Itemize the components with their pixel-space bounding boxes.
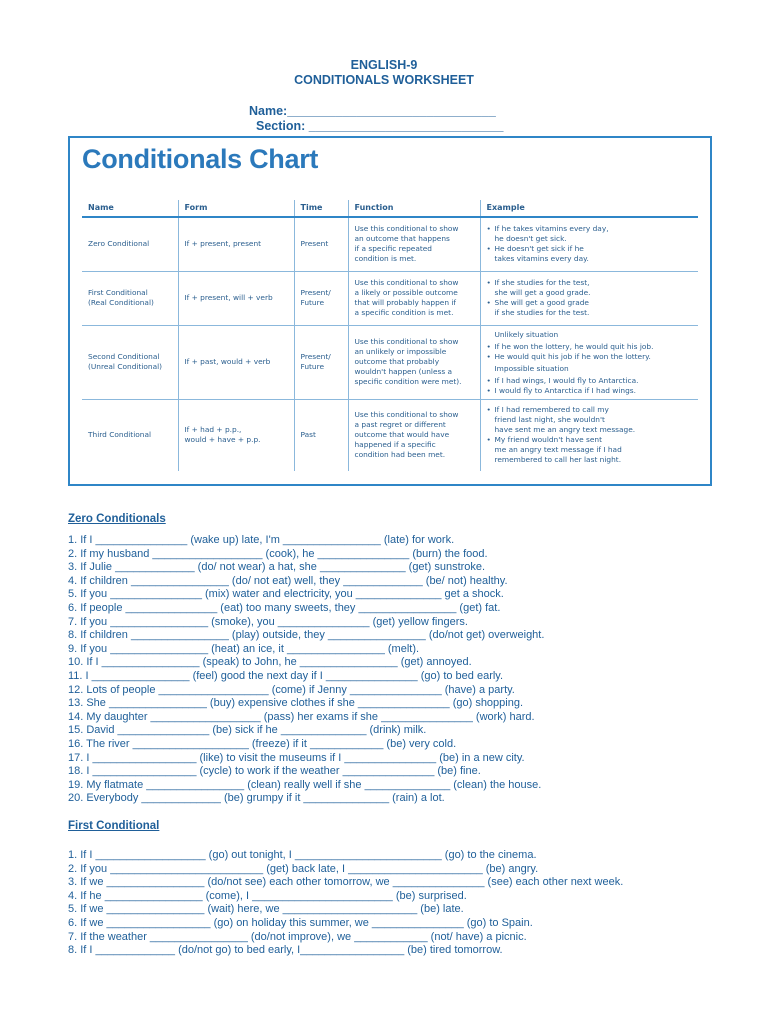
function-line: Use this conditional to show xyxy=(354,337,459,346)
time-line: Past xyxy=(300,430,316,440)
exercise-item: 1. If I __________________ (go) out tonight, I ________________________ (go) to the cinema. xyxy=(68,849,537,861)
conditionals-table xyxy=(82,200,698,471)
cell-name xyxy=(82,325,178,399)
exercise-item: 5. If you _______________ (mix) water and electricity, you ______________ get a shock. xyxy=(68,588,504,601)
example-line: me an angry text message if I had xyxy=(494,445,622,455)
name-line: Second Conditional xyxy=(88,352,160,361)
example-heading: Impossible situation xyxy=(494,364,569,373)
function-line: outcome that probably xyxy=(354,357,440,366)
cell-time xyxy=(294,271,348,325)
cell-function xyxy=(348,217,480,271)
chart-row xyxy=(82,325,698,399)
cell-function xyxy=(348,325,480,399)
column-header-function: Function xyxy=(348,200,480,217)
exercise-item: 10. If I ________________ (speak) to John, he ________________ (get) annoyed. xyxy=(68,656,472,669)
name-line: First Conditional xyxy=(88,288,148,297)
cell-example xyxy=(480,271,698,325)
exercise-item: 16. The river ___________________ (freeze) if it ____________ (be) very cold. xyxy=(68,737,457,750)
exercise-item: 2. If my husband __________________ (cook), he _______________ (burn) the food. xyxy=(68,547,488,560)
exercise-item: 5. If we ________________ (wait) here, we ______________________ (be) late. xyxy=(68,903,464,916)
example-heading: Unlikely situation xyxy=(494,330,559,339)
exercise-item: 4. If he ________________ (come), I _______________________ (be) surprised. xyxy=(68,889,467,902)
exercise-item: 20. Everybody _____________ (be) grumpy if it ______________ (rain) a lot. xyxy=(68,792,445,805)
exercise-item: 8. If children ________________ (play) outside, they ________________ (do/not get) overweight. xyxy=(68,629,545,642)
chart-row xyxy=(82,399,698,471)
cell-name xyxy=(82,217,178,271)
example-line: have sent me an angry text message. xyxy=(494,425,636,435)
name-line: Zero Conditional xyxy=(88,239,150,249)
example-line: she will get a good grade. xyxy=(494,288,591,297)
cell-time xyxy=(294,217,348,271)
function-line: outcome that would have xyxy=(354,430,450,440)
exercise-item: 17. I _________________ (like) to visit the museums if I _______________ (be) in a new city. xyxy=(68,751,525,764)
example-line: • She will get a good grade xyxy=(495,298,695,308)
exercise-item: 11. I ________________ (feel) good the next day if I _______________ (go) to bed early. xyxy=(68,669,504,682)
example-line: • If she studies for the test, xyxy=(495,278,695,288)
exercise-item: 6. If we _________________ (go) on holiday this summer, we _______________ (go) to Spain. xyxy=(68,916,533,929)
exercise-item: 12. Lots of people __________________ (come) if Jenny _______________ (have) a party. xyxy=(68,683,515,696)
time-line: Present/ xyxy=(300,352,331,361)
function-line: a past regret or different xyxy=(354,420,446,430)
form-line: If + present, will + verb xyxy=(184,293,273,302)
cell-form xyxy=(178,399,294,471)
example-line: he doesn't get sick. xyxy=(494,234,567,244)
column-header-example: Example xyxy=(480,200,698,217)
function-line: condition is met. xyxy=(354,254,417,264)
example-line: takes vitamins every day. xyxy=(494,254,589,264)
example-line: • I would fly to Antarctica if I had wings. xyxy=(495,386,695,396)
function-line: Use this conditional to show xyxy=(354,410,459,420)
example-line: if she studies for the test. xyxy=(494,308,590,317)
worksheet-title: CONDITIONALS WORKSHEET xyxy=(294,73,474,87)
exercise-item: 3. If we ________________ (do/not see) each other tomorrow, we _______________ (see) each other next week. xyxy=(68,876,624,889)
exercise-item: 3. If Julie _____________ (do/ not wear) a hat, she ______________ (get) sunstroke. xyxy=(68,561,486,574)
zero-conditionals-title: Zero Conditionals xyxy=(68,513,166,525)
example-line: remembered to call her last night. xyxy=(494,455,622,465)
time-line: Present/ xyxy=(300,288,331,297)
exercise-item: 7. If the weather ________________ (do/not improve), we ____________ (not/ have) a picnic. xyxy=(68,930,527,943)
function-line: wouldn't happen (unless a xyxy=(354,367,453,376)
cell-time xyxy=(294,325,348,399)
exercise-item: 8. If I _____________ (do/not go) to bed early, I_________________ (be) tired tomorrow. xyxy=(68,944,503,957)
function-line: a specific condition is met. xyxy=(354,308,454,317)
exercise-item: 15. David _______________ (be) sick if he ______________ (drink) milk. xyxy=(68,724,427,737)
example-line: • My friend wouldn't have sent xyxy=(495,435,695,445)
function-line: condition had been met. xyxy=(354,450,446,460)
column-header-form: Form xyxy=(178,200,294,217)
example-line: • If I had wings, I would fly to Antarctica. xyxy=(495,376,695,386)
section-field[interactable]: Section: ____________________________ xyxy=(256,119,504,133)
cell-name xyxy=(82,399,178,471)
cell-form xyxy=(178,271,294,325)
example-line: • He doesn't get sick if he xyxy=(495,244,695,254)
first-conditional-title: First Conditional xyxy=(68,820,160,832)
exercise-item: 1. If I _______________ (wake up) late, I'm ________________ (late) for work. xyxy=(68,534,455,546)
cell-example xyxy=(480,399,698,471)
form-line: If + had + p.p., xyxy=(184,425,242,435)
function-line: happened if a specific xyxy=(354,440,436,450)
exercise-item: 9. If you ________________ (heat) an ice, it ________________ (melt). xyxy=(68,642,420,655)
cell-form xyxy=(178,217,294,271)
function-line: an outcome that happens xyxy=(354,234,450,244)
column-header-time: Time xyxy=(294,200,348,217)
exercise-item: 4. If children ________________ (do/ not eat) well, they _____________ (be/ not) healthy. xyxy=(68,574,508,587)
exercise-item: 19. My flatmate ________________ (clean) really well if she ______________ (clean) the house. xyxy=(68,778,542,791)
chart-row xyxy=(82,271,698,325)
function-line: Use this conditional to show xyxy=(354,224,459,234)
exercise-item: 18. I _________________ (cycle) to work if the weather _______________ (be) fine. xyxy=(68,765,481,778)
example-line: • He would quit his job if he won the lottery. xyxy=(495,352,695,362)
cell-function xyxy=(348,399,480,471)
zero-conditionals-exercises xyxy=(68,534,544,806)
cell-function xyxy=(348,271,480,325)
cell-form xyxy=(178,325,294,399)
exercise-item: 2. If you _________________________ (get) back late, I ______________________ (be) angry. xyxy=(68,862,539,875)
table-header-row xyxy=(82,200,698,217)
function-line: a likely or possible outcome xyxy=(354,288,458,297)
time-line: Future xyxy=(300,298,325,307)
example-line: friend last night, she wouldn't xyxy=(494,415,605,425)
function-line: an unlikely or impossible xyxy=(354,347,447,356)
cell-time xyxy=(294,399,348,471)
name-line: (Real Conditional) xyxy=(88,298,154,307)
chart-title: Conditionals Chart xyxy=(82,144,319,174)
name-line: (Unreal Conditional) xyxy=(88,362,163,371)
column-header-name: Name xyxy=(82,200,178,217)
exercise-item: 13. She ________________ (buy) expensive clothes if she _______________ (go) shopping. xyxy=(68,697,524,710)
time-line: Future xyxy=(300,362,325,371)
form-line: would + have + p.p. xyxy=(184,435,261,445)
cell-example xyxy=(480,217,698,271)
function-line: specific condition were met). xyxy=(354,377,462,386)
name-field[interactable]: Name:______________________________ xyxy=(249,104,496,118)
function-line: Use this conditional to show xyxy=(354,278,459,287)
exercise-item: 6. If people _______________ (eat) too many sweets, they ________________ (get) fat. xyxy=(68,601,501,614)
cell-name xyxy=(82,271,178,325)
example-line: • If he won the lottery, he would quit his job. xyxy=(495,342,695,352)
example-line: • If I had remembered to call my xyxy=(495,405,695,415)
form-line: If + present, present xyxy=(184,239,262,249)
example-line: • If he takes vitamins every day, xyxy=(495,224,695,234)
chart-row xyxy=(82,217,698,271)
function-line: if a specific repeated xyxy=(354,244,432,254)
name-line: Third Conditional xyxy=(88,430,152,440)
conditionals-chart xyxy=(68,136,712,486)
first-conditional-exercises xyxy=(68,849,623,958)
course-title: ENGLISH-9 xyxy=(350,58,418,72)
time-line: Present xyxy=(300,239,329,249)
cell-example xyxy=(480,325,698,399)
form-line: If + past, would + verb xyxy=(184,357,271,366)
exercise-item: 7. If you ________________ (smoke), you _______________ (get) yellow fingers. xyxy=(68,615,468,628)
worksheet-header xyxy=(0,58,768,88)
function-line: that will probably happen if xyxy=(354,298,457,307)
exercise-item: 14. My daughter __________________ (pass) her exams if she _______________ (work) hard. xyxy=(68,710,535,723)
